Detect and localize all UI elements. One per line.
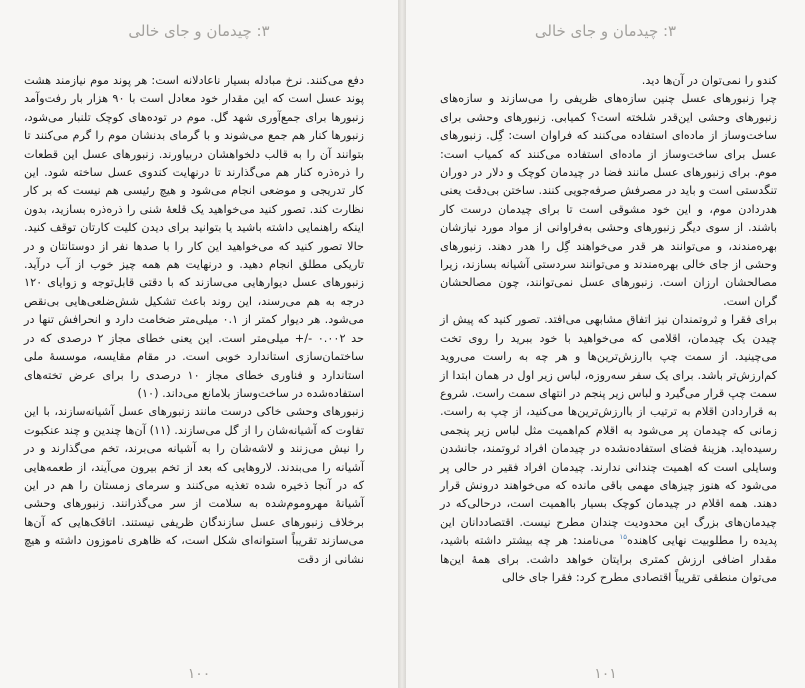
page-body xyxy=(440,72,777,587)
paragraph xyxy=(440,311,777,587)
left-page xyxy=(0,0,398,688)
chapter-title: ۳: چیدمان و جای خالی xyxy=(128,22,270,40)
chapter-title: ۳: چیدمان و جای خالی xyxy=(534,22,677,40)
paragraph-text: می‌نامند: هر چه بیشتر داشته باشید، مقدار اضافی ارزش کمتری برایتان خواهد داشت. برای همهٔ این‌ها می‌توان منطقی تقریباً اقتصادی مطرح کرد: فقرا جای خالی xyxy=(440,534,777,584)
paragraph: دفع می‌کنند. نرخ مبادله بسیار ناعادلانه است: هر پوند موم نیازمند هشت پوند عسل است که این مقدار خود معادل است با ۹۰ هزار بار رفت‌وآمد زنبورها برای جمع‌آوری شهد گل. موم در توده‌های کوچک تلنبار می‌شود، زنبورها کنار هم جمع می‌شوند و با گرمای بدنشان موم را گرم می‌کنند تا بتوانند آن را به قالب دلخواهشان دربیاورند. زنبورهای عسل این قطعات را ذره‌ذره کنار هم می‌گذارند تا درنهایت کندوی عسل ساخته شود. این کار تدریجی و موضعی انجام می‌شود و هیچ رئیسی هم نیست که بر کار نظارت کند. تصور کنید می‌خواهید یک قلعهٔ شنی را ذره‌ذره بسازید، بدون اینکه راهنمایی داشته باشید یا بتوانید برای دیدن کلیت کارتان توقف کنید. حالا تصور کنید که می‌خواهید این کار را با صدها نفر از دوستانتان و در تاریکی مطلق انجام دهید. و درنهایت هم همه چیز خوب از آب درآید. زنبورهای عسل دیوارهایی می‌سازند که با دقتی قابل‌توجه و زوایای ۱۲۰ درجه به هم می‌رسند، این روند باعث تشکیل شش‌ضلعی‌هایی بی‌نقص می‌شود. هر دیوار کمتر از ۰.۱ میلی‌متر ضخامت دارد و انحرافش تنها در حد ۰.۰۰۲ -/+ میلی‌متر است. این یعنی خطای مجاز ۲ درصدی که در ساختمان‌سازی استاندارد خوبی است. در مقام مقایسه، موسسهٔ ملی استاندارد و فناوری خطای مجاز ۱۰ درصدی را برای عرض تخته‌های استفاده‌شده در ساخت‌وساز بلامانع می‌داند. (۱۰) xyxy=(24,74,365,400)
paragraph: کندو را نمی‌توان در آن‌ها دید. xyxy=(641,74,777,87)
right-page xyxy=(406,0,805,688)
page-body xyxy=(24,72,364,569)
footnote-marker[interactable]: ۱۵ xyxy=(619,533,628,542)
paragraph-text: برای فقرا و ثروتمندان نیز اتفاق مشابهی می‌افتد. تصور کنید که پیش از چیدن یک چیدمان، اقلامی که می‌خواهید با خود ببرید را روی تخت می‌چینید. از سمت چپ باارزش‌ترین‌ها و هر چه به راست می‌روید کم‌ارزش‌تر باشد. برای یک سفر سه‌روزه، لباس زیر اول در همان ابتدا از سمت چپ قرار می‌گیرد و لباس زیر پنجم در انتهای سمت راست. شروع به قراردادن اقلام به ترتیب از باارزش‌ترین‌ها می‌کنید، از چپ به راست. زمانی که چیدمان پر می‌شود به اقلام کم‌اهمیت مثل لباس زیر پنجمی رسیده‌اید. هزینهٔ فضای استفاده‌نشده در چیدمان افراد ثروتمند، جانشدن وسایلی است که اهمیت چندانی ندارند. چیدمان افراد فقیر در حالی پر می‌شود که هنوز چیزهای مهمی باقی مانده که می‌خواهند درونش قرار دهند. همه اقلام در چیدمان کوچک بسیار بااهمیت است، درحالی‌که در چیدمان‌های بزرگ این محدودیت چندان مطرح نیست. اقتصاددانان این پدیده را مطلوبیت نهایی کاهنده xyxy=(440,313,778,548)
page-number: ۱۰۰ xyxy=(187,666,211,682)
paragraph: چرا زنبورهای عسل چنین سازه‌های ظریفی را می‌سازند و سازه‌های زنبورهای وحشی این‌قدر شلخته است؟ کمیابی. زنبورهای وحشی برای ساخت‌وساز از ماده‌ای استفاده می‌کنند که فراوان است: گِل. زنبورهای عسل برای ساخت‌وساز از ماده‌ای استفاده می‌کنند که کمیاب است: موم. برای زنبورهای عسل مانند فضا در چیدمان کوچک و دلار در دوران تنگدستی است و باید در مصرفش صرفه‌جویی کنند. ساختن بی‌دقت یعنی هدردادن موم، و این خود مشوقی است تا برای چیدمان درست کار باشند. از سوی دیگر زنبورهای وحشی به‌فراوانی از مواد مورد نیازشان بهره‌مندند، و می‌توانند هر قدر می‌خواهند گِل را هدر دهند. زنبورهای وحشی از جای خالی بهره‌مندند و می‌توانند سردستی آشیانه بسازند، زیرا مصالحشان ارزان است. زنبورهای عسل نمی‌توانند، چون مصالحشان گران است. xyxy=(440,92,777,308)
page-number: ۱۰۱ xyxy=(594,666,617,682)
paragraph: زنبورهای وحشی خاکی درست مانند زنبورهای عسل آشیانه‌سازند، با این تفاوت که آشیانه‌شان را از گل می‌سازند. (۱۱) آن‌ها چندین و چند عنکبوت را نیش می‌زنند و لاشه‌شان را به آشیانه می‌برند، تخم می‌گذارند و در آشیانه را می‌بندند. لاروهایی که بعد از تخم بیرون می‌آیند، از طعمه‌هایی که در آنجا ذخیره شده تغذیه می‌کنند و سرمای زمستان را هم در این آشیانهٔ مهروموم‌شده به سلامت از سر می‌گذرانند. زنبورهای وحشی برخلاف زنبورهای عسل سازندگان ظریفی نیستند. اتاقک‌هایی که آن‌ها می‌سازند تقریباً استوانه‌ای شکل است، که ظاهری ناموزون داشته و هیچ نشانی از دقت xyxy=(24,405,364,566)
book-gutter xyxy=(398,0,406,688)
